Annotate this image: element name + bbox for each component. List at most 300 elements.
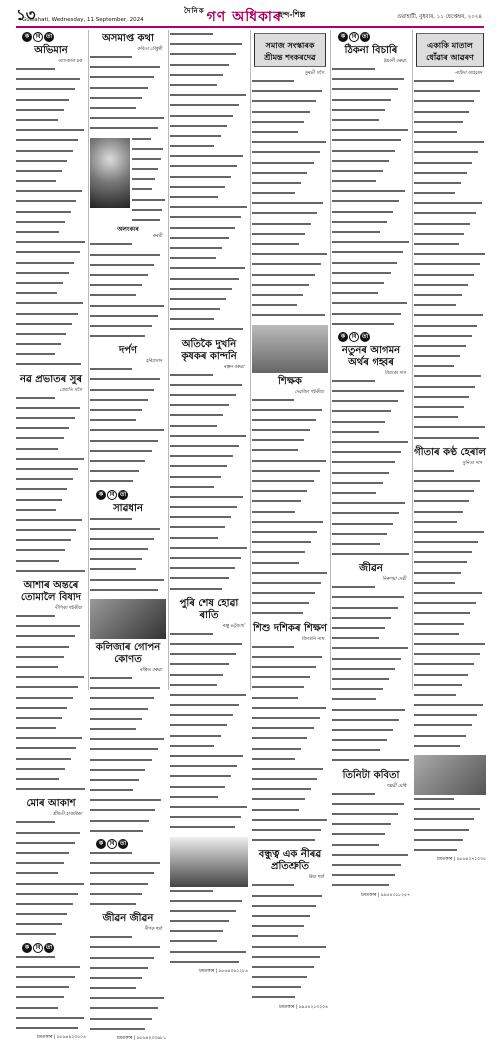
text-line <box>414 829 486 836</box>
text-line <box>414 355 486 362</box>
text-line <box>170 227 248 234</box>
text-line <box>332 533 410 540</box>
text-line <box>16 160 86 167</box>
poem-title: একাকি মাতাল ধোঁৱাৰ আৱৰণ <box>426 40 474 62</box>
text-line <box>252 551 328 558</box>
poet-name: ইন্দ্ৰানী বৰুৱা <box>383 59 406 64</box>
text-line <box>90 789 166 796</box>
text-line <box>414 798 486 805</box>
column-1 <box>16 30 86 1041</box>
text-line <box>414 335 486 342</box>
text-line <box>414 551 486 558</box>
text-line <box>170 216 248 223</box>
poem-text <box>414 798 486 856</box>
text-line <box>332 553 410 560</box>
poem-title: নৱ প্ৰভাতৰ সুৰ <box>20 373 82 385</box>
poet-name: ৰঞ্জন বৰুৱা <box>223 364 244 370</box>
text-line <box>170 735 248 742</box>
text-line <box>252 676 328 683</box>
text-line <box>332 150 410 157</box>
text-line <box>90 87 166 94</box>
text-line <box>90 759 166 766</box>
column-divider <box>88 30 89 690</box>
text-line <box>16 427 86 434</box>
text-line <box>252 895 328 902</box>
text-line <box>90 450 166 457</box>
text-line <box>252 707 328 714</box>
text-line <box>170 588 248 595</box>
text-line <box>170 176 248 183</box>
text-line <box>90 738 166 745</box>
text-line <box>90 76 166 83</box>
text-line <box>132 148 166 155</box>
text-line <box>252 111 328 118</box>
text-line <box>90 728 166 735</box>
poem-title: অতিকৈ দুখনি কৃষকৰ কান্দনি <box>181 338 237 362</box>
text-line <box>414 284 486 291</box>
text-line <box>414 162 486 169</box>
text-line <box>16 976 86 983</box>
masthead-title: গণ অধিকাৰ <box>206 9 282 25</box>
text-line <box>252 294 328 301</box>
kobita-badge: ক বি তা <box>338 32 370 42</box>
text-line <box>170 910 248 917</box>
text-line <box>252 439 328 446</box>
text-line <box>16 635 86 642</box>
text-line <box>16 150 86 157</box>
text-line <box>90 997 166 1004</box>
text-line <box>170 318 248 325</box>
text-line <box>332 99 410 106</box>
text-line <box>90 967 166 974</box>
poem-title: জীৱন জীৱন <box>102 913 154 925</box>
text-line <box>170 135 248 142</box>
text-line <box>252 223 328 230</box>
text-line <box>332 813 410 820</box>
text-line <box>170 714 248 721</box>
column-6 <box>414 30 486 863</box>
text-line <box>170 414 248 421</box>
text-line <box>16 549 86 556</box>
poem-text <box>170 890 248 969</box>
text-line <box>16 676 86 683</box>
poem-title: জীৱন <box>359 563 383 575</box>
text-line <box>252 284 328 291</box>
poet-name: ৰিয়া শৰ্মা <box>308 875 324 881</box>
text-line <box>90 66 166 73</box>
text-line <box>16 1007 86 1014</box>
column-divider <box>168 30 169 690</box>
text-line <box>90 315 166 322</box>
poem-title: আশাৰ অন্তৰে তোমালৈ বিষাদ <box>20 580 82 603</box>
text-line <box>414 808 486 815</box>
text-line <box>252 233 328 240</box>
poem-title: ঠিকনা বিচাৰি <box>344 45 398 56</box>
text-line <box>90 708 166 715</box>
text-line <box>332 109 410 116</box>
text-line <box>16 539 86 546</box>
text-line <box>170 775 248 782</box>
text-line <box>414 182 486 189</box>
text-line <box>16 468 86 475</box>
text-line <box>252 646 328 653</box>
text-line <box>90 893 166 900</box>
text-line <box>170 724 248 731</box>
text-line <box>16 99 86 106</box>
text-line <box>332 129 410 136</box>
poem-text <box>332 586 410 766</box>
text-line <box>90 1028 166 1035</box>
text-line <box>90 558 166 565</box>
contact-number: চমতকাৰ | ৯৮৬৪০৬২২৮৪ <box>199 969 248 974</box>
text-line <box>90 809 166 816</box>
text-line <box>90 936 166 943</box>
text-line <box>332 482 410 489</box>
text-line <box>170 816 248 823</box>
text-line <box>170 577 248 584</box>
poem-text <box>90 56 166 135</box>
text-line <box>16 448 86 455</box>
text-line <box>16 903 86 910</box>
text-line <box>90 254 166 261</box>
poem-text <box>252 646 328 847</box>
text-line <box>90 480 166 487</box>
text-line <box>414 602 486 609</box>
text-line <box>132 188 166 195</box>
text-line <box>252 212 328 219</box>
text-line <box>90 830 166 837</box>
text-line <box>252 304 328 311</box>
text-line <box>252 151 328 158</box>
poet-name: পল্লৱী মেধি <box>386 783 406 789</box>
text-line <box>332 400 410 407</box>
text-line <box>332 637 410 644</box>
text-line <box>414 643 486 650</box>
rose-photo <box>90 138 130 208</box>
text-line <box>332 729 410 736</box>
text-line <box>170 516 248 523</box>
text-line <box>90 862 166 869</box>
masthead-prefix: দৈনিক <box>184 6 205 15</box>
text-line <box>252 758 328 765</box>
text-line <box>414 818 486 825</box>
poem-title: দৰ্পণ <box>118 345 138 357</box>
column-divider <box>330 30 331 690</box>
text-line <box>170 547 248 554</box>
text-line <box>414 80 486 87</box>
text-line <box>170 445 248 452</box>
text-line <box>252 419 328 426</box>
text-line <box>414 612 486 619</box>
section-name: ছন্দ-শিল্প <box>278 10 306 19</box>
text-line <box>90 977 166 984</box>
text-line <box>170 145 248 152</box>
poem-text <box>90 243 166 342</box>
text-line <box>332 492 410 499</box>
text-line <box>414 304 486 311</box>
text-line <box>16 313 86 320</box>
poem-title: নতুনৰ আগমন অৰ্থৰ গহ্বৰ <box>341 344 401 368</box>
text-line <box>332 262 410 269</box>
english-date: Guwahati, Wednesday, 11 September, 2024 <box>22 17 144 23</box>
assamese-date: গুৱাহাটী, বুধবাৰ, ১১ ছেপ্তেম্বৰ, ২০২৪ <box>397 14 482 20</box>
poet-name: ৰঞ্জিত বৰুৱা <box>139 668 162 674</box>
text-line <box>252 572 328 579</box>
text-line <box>16 727 86 734</box>
poet-name: ৰঞ্জু ভট্টাচাৰ্য <box>222 623 244 629</box>
text-line <box>252 809 328 816</box>
text-line <box>252 243 328 250</box>
text-line <box>170 155 248 162</box>
poem-text <box>16 821 86 940</box>
text-line <box>414 561 486 568</box>
text-line <box>332 854 410 861</box>
text-line <box>90 325 166 332</box>
poem-text <box>170 374 248 595</box>
text-line <box>414 694 486 701</box>
text-line <box>16 478 86 485</box>
text-line <box>252 996 328 1003</box>
text-line <box>252 131 328 138</box>
poem-text <box>332 68 410 330</box>
poem-text <box>170 633 248 834</box>
text-line <box>16 190 86 197</box>
text-line <box>414 314 486 321</box>
text-line <box>252 162 328 169</box>
text-line <box>16 872 86 879</box>
text-line <box>170 920 248 927</box>
text-line <box>414 90 486 97</box>
poem-text <box>16 615 86 795</box>
text-line <box>332 211 410 218</box>
text-line <box>252 449 328 456</box>
text-line <box>170 486 248 493</box>
text-line <box>170 328 248 335</box>
poem-title: শিক্ষক <box>278 375 302 387</box>
text-line <box>332 410 410 417</box>
text-line <box>170 961 248 968</box>
text-line <box>414 100 486 107</box>
text-line <box>170 674 248 681</box>
text-line <box>414 233 486 240</box>
text-line <box>332 502 410 509</box>
text-line <box>170 796 248 803</box>
text-line <box>252 884 328 891</box>
text-line <box>332 688 410 695</box>
text-line <box>170 186 248 193</box>
text-line <box>16 519 86 526</box>
text-line <box>414 521 486 528</box>
text-line <box>90 579 166 586</box>
text-line <box>90 589 166 596</box>
text-line <box>170 900 248 907</box>
text-line <box>332 472 410 479</box>
text-line <box>170 84 248 91</box>
text-line <box>16 221 86 228</box>
text-line <box>252 141 328 148</box>
text-line <box>16 323 86 330</box>
text-line <box>252 666 328 673</box>
text-line <box>16 666 86 673</box>
text-line <box>16 170 86 177</box>
text-line <box>170 257 248 264</box>
text-line <box>16 862 86 869</box>
text-line <box>16 129 86 136</box>
text-line <box>252 90 328 97</box>
text-line <box>90 284 166 291</box>
text-line <box>414 541 486 548</box>
text-line <box>252 582 328 589</box>
text-line <box>252 986 328 993</box>
text-line <box>170 425 248 432</box>
text-line <box>16 499 86 506</box>
text-line <box>414 839 486 846</box>
text-line <box>332 793 410 800</box>
text-line <box>16 852 86 859</box>
text-line <box>252 314 328 321</box>
poet-name: হৰিপ্ৰসাদ <box>145 359 162 365</box>
contact-number: চমতকাৰ | ৯৮৬৪০০৩৬৮১ <box>117 1036 166 1042</box>
text-line <box>332 313 410 320</box>
text-line <box>170 298 248 305</box>
text-line <box>16 292 86 299</box>
text-line <box>252 788 328 795</box>
text-line <box>170 404 248 411</box>
text-line <box>414 172 486 179</box>
text-line <box>252 263 328 270</box>
text-line <box>170 115 248 122</box>
text-line <box>16 397 86 404</box>
text-line <box>170 526 248 533</box>
text-line <box>252 500 328 507</box>
text-line <box>170 278 248 285</box>
text-line <box>332 658 410 665</box>
poet-name: শ্ৰীমতী হাজৰিকা <box>52 812 82 818</box>
text-line <box>414 294 486 301</box>
text-line <box>16 333 86 340</box>
text-line <box>414 735 486 742</box>
text-line <box>16 686 86 693</box>
text-line <box>90 1018 166 1025</box>
text-line <box>414 141 486 148</box>
text-line <box>332 803 410 810</box>
text-line <box>332 441 410 448</box>
text-line <box>252 182 328 189</box>
text-line <box>252 592 328 599</box>
text-line <box>16 737 86 744</box>
poem-title: গীতাৰ কণ্ঠ হেৰাল <box>414 446 486 458</box>
text-line <box>170 694 248 701</box>
kobita-badge: ক বি তা <box>96 839 128 849</box>
text-line <box>414 653 486 660</box>
text-line <box>170 43 248 50</box>
poem-title: পুৰি শেষ হোৱা ৰাতি <box>179 597 239 621</box>
text-line <box>332 884 410 891</box>
column-4 <box>252 30 328 1010</box>
text-line <box>90 127 166 134</box>
poet-name: নাহিদা আহমেদ <box>454 71 482 76</box>
text-line <box>332 512 410 519</box>
text-line <box>414 263 486 270</box>
text-line <box>170 643 248 650</box>
text-line <box>16 363 86 370</box>
text-line <box>90 677 166 684</box>
text-line <box>332 180 410 187</box>
text-line <box>90 1007 166 1014</box>
text-line <box>132 219 166 226</box>
poet-name: দীপক শৰ্মা <box>144 927 162 933</box>
text-line <box>414 202 486 209</box>
text-line <box>414 274 486 281</box>
text-line <box>170 394 248 401</box>
text-line <box>252 429 328 436</box>
text-line <box>414 121 486 128</box>
text-line <box>332 627 410 634</box>
text-line <box>332 596 410 603</box>
text-line <box>170 267 248 274</box>
text-line <box>170 53 248 60</box>
text-line <box>16 768 86 775</box>
text-line <box>332 709 410 716</box>
text-line <box>414 212 486 219</box>
text-line <box>252 697 328 704</box>
contact-number: চমতকাৰ | ৯৮৬৪৯২৩৫০৪ <box>37 1035 86 1041</box>
text-line <box>16 625 86 632</box>
article-text <box>252 80 328 322</box>
text-line <box>332 68 410 75</box>
poem-text <box>90 368 166 487</box>
text-line <box>170 374 248 381</box>
text-line <box>332 523 410 530</box>
text-line <box>414 386 486 393</box>
text-line <box>16 180 86 187</box>
text-line <box>16 778 86 785</box>
text-line <box>332 698 410 705</box>
text-line <box>90 389 166 396</box>
text-line <box>414 724 486 731</box>
column-divider <box>250 30 251 690</box>
poet-name: জ্যোতি গগৈ <box>59 387 82 393</box>
article-title: সমাজ সংস্কাৰক শ্ৰীমন্ত শংকৰদেৱ <box>264 40 316 62</box>
text-line <box>170 567 248 574</box>
text-line <box>332 607 410 614</box>
text-line <box>332 864 410 871</box>
text-line <box>414 111 486 118</box>
text-line <box>252 399 328 406</box>
poem-title: অসমাপ্ত কথা <box>102 33 154 44</box>
text-line <box>252 274 328 281</box>
text-line <box>16 68 86 75</box>
text-line <box>252 717 328 724</box>
text-line <box>414 416 486 423</box>
column-3 <box>170 30 248 974</box>
text-line <box>252 946 328 953</box>
text-line <box>16 343 86 350</box>
text-line <box>252 656 328 663</box>
text-line <box>90 399 166 406</box>
text-line <box>90 820 166 827</box>
poem-text <box>16 68 86 371</box>
poet-name: দীপিকা শইকীয়া <box>54 606 82 611</box>
text-line <box>414 345 486 352</box>
text-line <box>90 957 166 964</box>
text-line <box>16 211 86 218</box>
text-line <box>90 718 166 725</box>
text-line <box>170 94 248 101</box>
text-line <box>414 633 486 640</box>
text-line <box>332 380 410 387</box>
text-line <box>16 119 86 126</box>
